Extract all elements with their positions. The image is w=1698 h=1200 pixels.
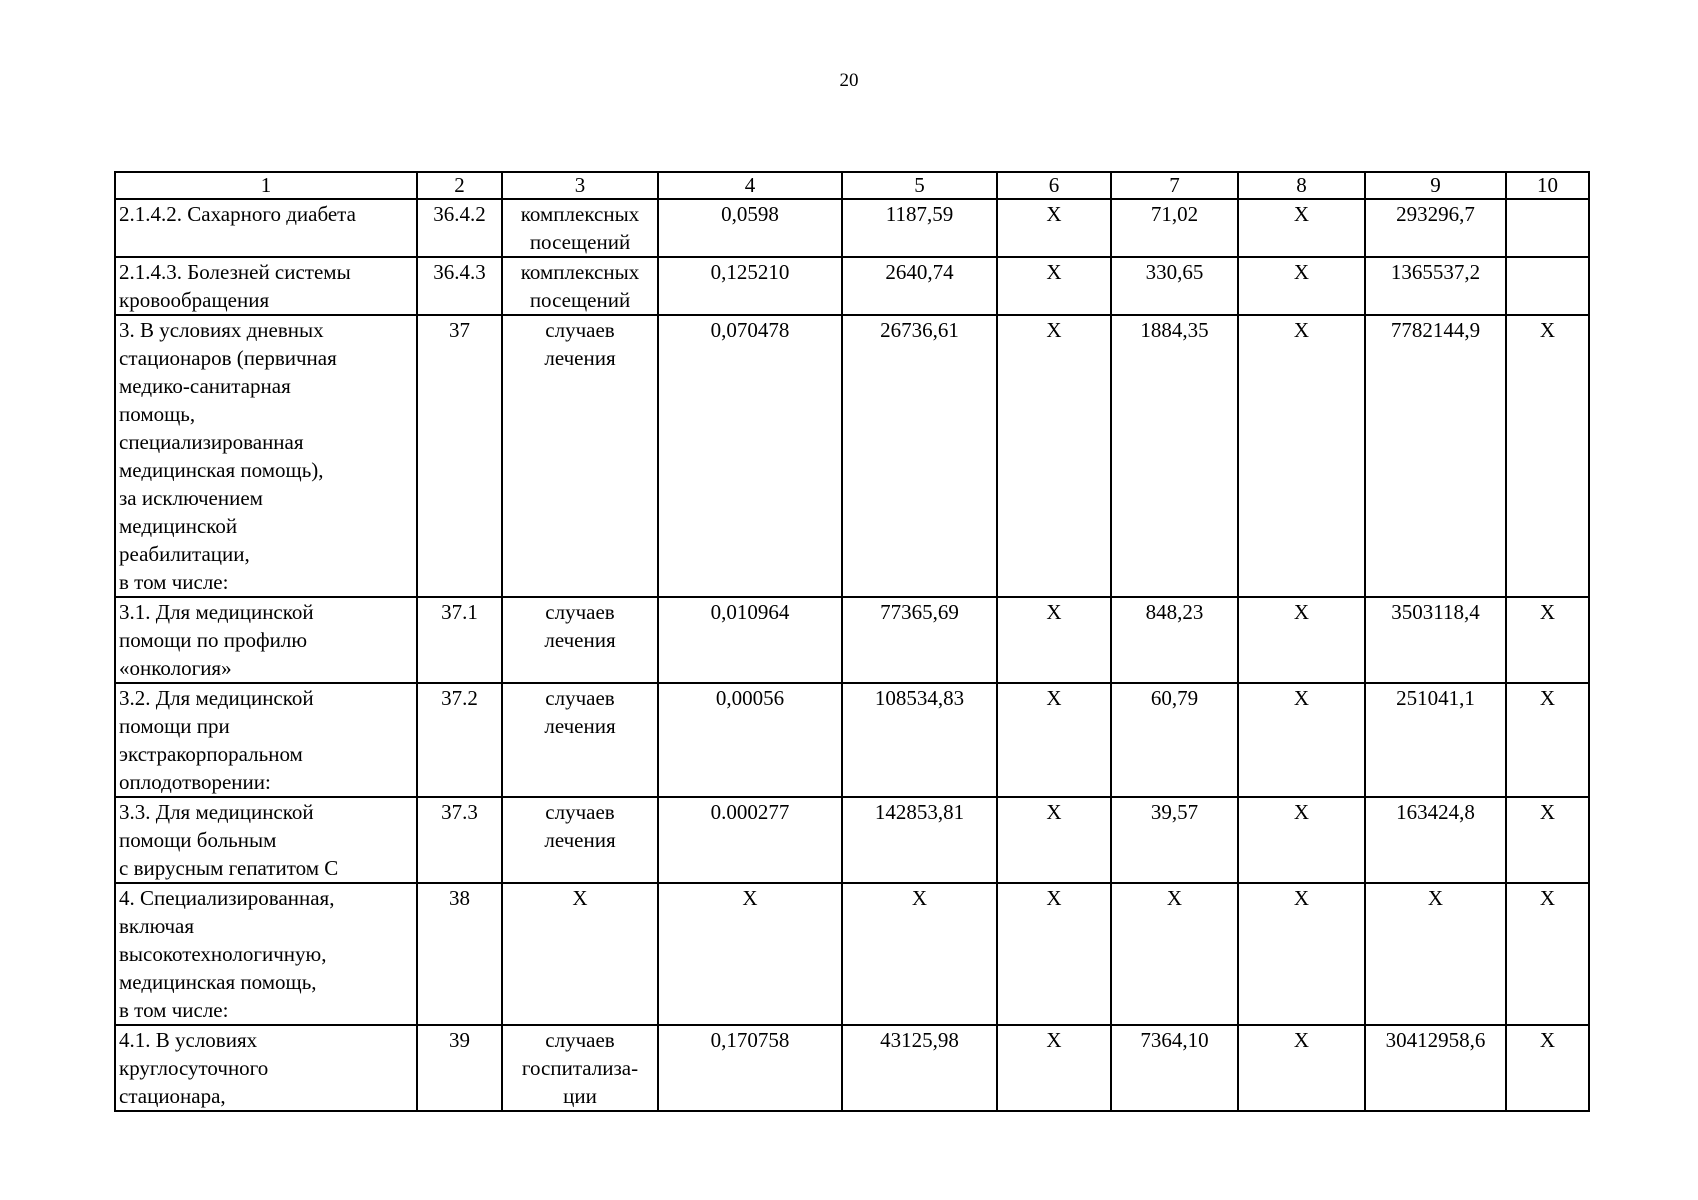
table-cell: X	[997, 199, 1111, 257]
table-cell: 2.1.4.2. Сахарного диабета	[115, 199, 417, 257]
table-cell: 163424,8	[1365, 797, 1506, 883]
table-cell: 37.1	[417, 597, 502, 683]
table-cell: X	[1506, 1025, 1589, 1111]
table-cell: 30412958,6	[1365, 1025, 1506, 1111]
table-cell: 7364,10	[1111, 1025, 1238, 1111]
table-row	[115, 883, 1589, 1025]
table-cell: X	[997, 257, 1111, 315]
table-row	[115, 199, 1589, 257]
table-cell: 36.4.2	[417, 199, 502, 257]
table-cell: 26736,61	[842, 315, 997, 597]
column-header: 7	[1111, 172, 1238, 199]
table-cell: 3.3. Для медицинской помощи больным с вирусным гепатитом С	[115, 797, 417, 883]
table-cell: 37.3	[417, 797, 502, 883]
table-cell: 0,0598	[658, 199, 842, 257]
table-cell: 142853,81	[842, 797, 997, 883]
table-cell: X	[1238, 257, 1365, 315]
table-cell: 0.000277	[658, 797, 842, 883]
table-cell: случаев лечения	[502, 315, 658, 597]
table-cell: X	[1238, 883, 1365, 1025]
table-cell: случаев лечения	[502, 683, 658, 797]
column-header: 1	[115, 172, 417, 199]
table-cell: 330,65	[1111, 257, 1238, 315]
table-cell: случаев госпитализа- ции	[502, 1025, 658, 1111]
table-cell: X	[1506, 883, 1589, 1025]
table-cell: X	[1111, 883, 1238, 1025]
column-header: 2	[417, 172, 502, 199]
table-cell: 0,170758	[658, 1025, 842, 1111]
table-cell: 0,070478	[658, 315, 842, 597]
table-cell: 39,57	[1111, 797, 1238, 883]
table-cell: X	[997, 315, 1111, 597]
table-cell: 251041,1	[1365, 683, 1506, 797]
table-cell: 0,00056	[658, 683, 842, 797]
column-header: 5	[842, 172, 997, 199]
table-cell: 43125,98	[842, 1025, 997, 1111]
table-cell	[1506, 257, 1589, 315]
table-cell: X	[1238, 797, 1365, 883]
column-header: 6	[997, 172, 1111, 199]
table-cell: 1187,59	[842, 199, 997, 257]
table-row	[115, 683, 1589, 797]
table-row	[115, 257, 1589, 315]
page-number: 20	[839, 70, 859, 91]
table-cell: X	[1506, 683, 1589, 797]
column-header: 9	[1365, 172, 1506, 199]
table-cell: 71,02	[1111, 199, 1238, 257]
table-cell: 1365537,2	[1365, 257, 1506, 315]
table-cell: 3.2. Для медицинской помощи при экстракорпоральном оплодотворении:	[115, 683, 417, 797]
table-cell: 4.1. В условиях круглосуточного стационара,	[115, 1025, 417, 1111]
table-cell: 7782144,9	[1365, 315, 1506, 597]
table-cell: X	[997, 1025, 1111, 1111]
column-header: 4	[658, 172, 842, 199]
table-cell: 2.1.4.3. Болезней системы кровообращения	[115, 257, 417, 315]
table-cell: X	[997, 883, 1111, 1025]
table-cell: 39	[417, 1025, 502, 1111]
table-cell: случаев лечения	[502, 597, 658, 683]
table-cell: 848,23	[1111, 597, 1238, 683]
table-cell: 0,010964	[658, 597, 842, 683]
table-cell: X	[1238, 683, 1365, 797]
table-cell: 77365,69	[842, 597, 997, 683]
table-cell: X	[842, 883, 997, 1025]
data-table	[114, 171, 1590, 1112]
table-cell: X	[1238, 315, 1365, 597]
table-cell: 3.1. Для медицинской помощи по профилю «онкология»	[115, 597, 417, 683]
table-cell: 3. В условиях дневных стационаров (первичная медико-санитарная помощь, специализированная медицинская помощь), за исключением медицинской реабилитации, в том числе:	[115, 315, 417, 597]
table-cell: X	[1238, 199, 1365, 257]
table-cell: X	[502, 883, 658, 1025]
table-cell: 4. Специализированная, включая высокотехнологичную, медицинская помощь, в том числе:	[115, 883, 417, 1025]
table-cell: случаев лечения	[502, 797, 658, 883]
table-cell: X	[1506, 797, 1589, 883]
table-cell: X	[1238, 597, 1365, 683]
table-cell	[1506, 199, 1589, 257]
table-row	[115, 315, 1589, 597]
table-cell: 1884,35	[1111, 315, 1238, 597]
table-row	[115, 1025, 1589, 1111]
table-cell: X	[658, 883, 842, 1025]
table-cell: 38	[417, 883, 502, 1025]
table-cell: X	[997, 683, 1111, 797]
table-cell: 293296,7	[1365, 199, 1506, 257]
table-cell: комплексных посещений	[502, 257, 658, 315]
table-cell: 36.4.3	[417, 257, 502, 315]
column-header: 8	[1238, 172, 1365, 199]
column-header: 3	[502, 172, 658, 199]
table-cell: 108534,83	[842, 683, 997, 797]
table-cell: 37.2	[417, 683, 502, 797]
table-cell: X	[1238, 1025, 1365, 1111]
table-row	[115, 797, 1589, 883]
table-cell: 2640,74	[842, 257, 997, 315]
table-cell: X	[1365, 883, 1506, 1025]
table-cell: 0,125210	[658, 257, 842, 315]
table-row	[115, 597, 1589, 683]
table-cell: 37	[417, 315, 502, 597]
table-cell: 60,79	[1111, 683, 1238, 797]
table-cell: X	[1506, 597, 1589, 683]
table-cell: X	[1506, 315, 1589, 597]
table-cell: X	[997, 597, 1111, 683]
column-header: 10	[1506, 172, 1589, 199]
table-cell: комплексных посещений	[502, 199, 658, 257]
table-cell: X	[997, 797, 1111, 883]
header-row	[115, 172, 1589, 199]
table-cell: 3503118,4	[1365, 597, 1506, 683]
